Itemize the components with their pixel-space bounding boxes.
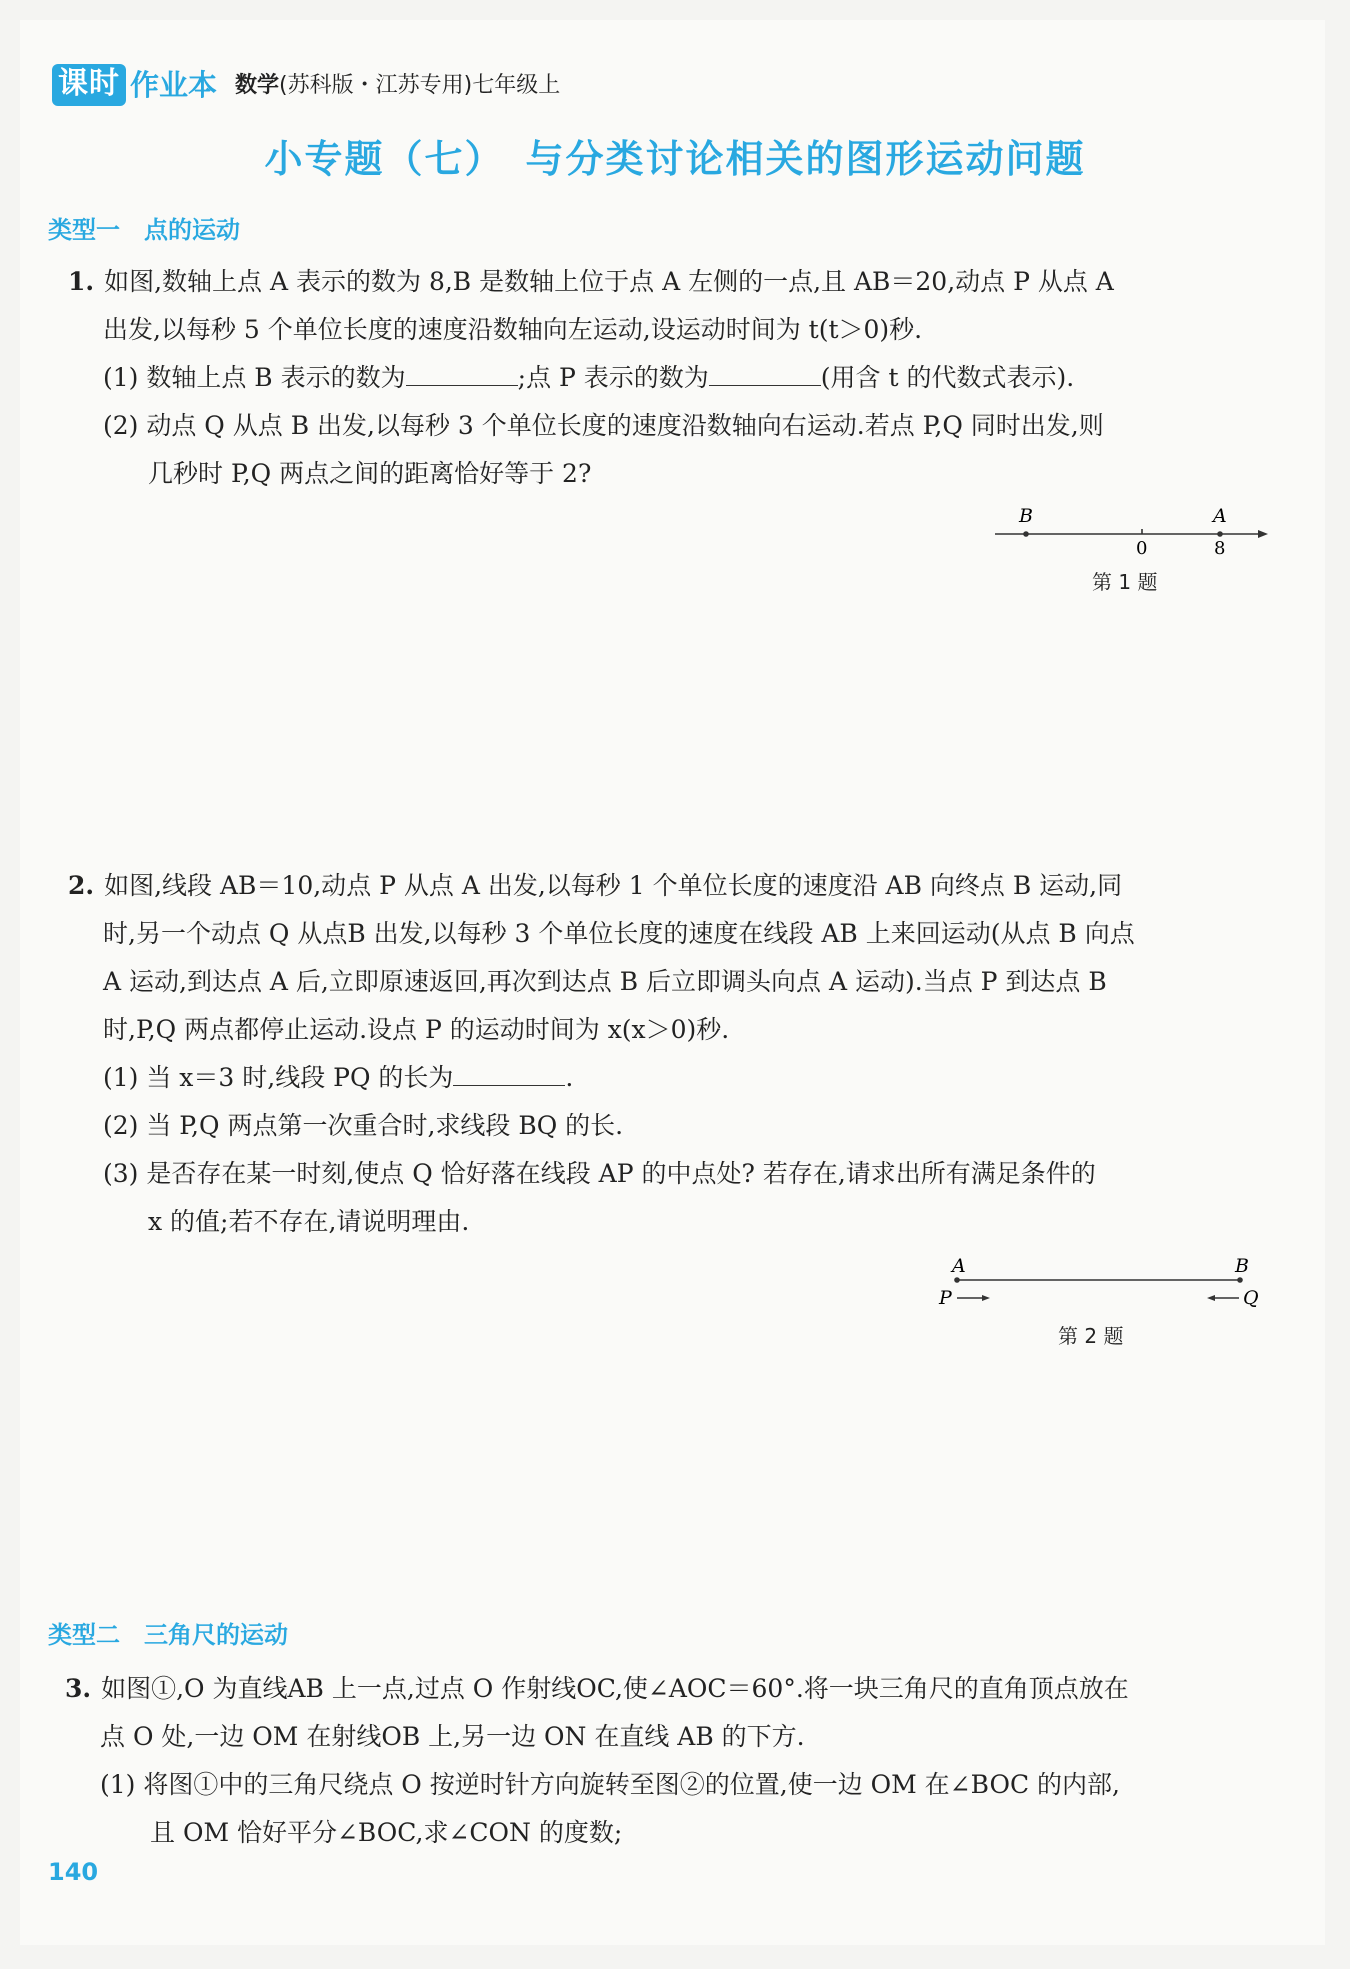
book-subject: 数学(苏科版・江苏专用)七年级上 <box>235 73 561 98</box>
q3-part1-line1: (1) 将图①中的三角尺绕点 O 按逆时针方向旋转至图②的位置,使一边 OM 在∠BOC 的内部, <box>100 1770 1120 1799</box>
q2-line1: 2. 如图,线段 AB＝10,动点 P 从点 A 出发,以每秒 1 个单位长度的速度沿 AB 向终点 B 运动,同 <box>68 871 1123 900</box>
figure-2-caption: 第 2 题 <box>1058 1324 1124 1348</box>
q1-part2-line1: (2) 动点 Q 从点 B 出发,以每秒 3 个单位长度的速度沿数轴向右运动.若点 P,Q 同时出发,则 <box>103 411 1104 440</box>
tick-label-8: 8 <box>1214 538 1226 559</box>
tick-label-0: 0 <box>1136 538 1148 559</box>
answer-blank <box>709 356 821 386</box>
answer-blank <box>453 1056 565 1086</box>
q1-line1: 1. 如图,数轴上点 A 表示的数为 8,B 是数轴上位于点 A 左侧的一点,且 AB＝20,动点 P 从点 A <box>68 267 1114 296</box>
segment-label-b: B <box>1235 1255 1249 1277</box>
segment-label-a: A <box>952 1255 966 1277</box>
q2-part3-line2: x 的值;若不存在,请说明理由. <box>148 1207 470 1236</box>
q3-line1: 3. 如图①,O 为直线AB 上一点,过点 O 作射线OC,使∠AOC＝60°.将一块三角尺的直角顶点放在 <box>65 1674 1129 1703</box>
point-label-a: A <box>1213 505 1227 527</box>
q1-part2-line2: 几秒时 P,Q 两点之间的距离恰好等于 2? <box>148 459 592 488</box>
header <box>52 52 560 106</box>
section-heading-1: 类型一 点的运动 <box>48 216 240 244</box>
q3-line2: 点 O 处,一边 OM 在射线OB 上,另一边 ON 在直线 AB 的下方. <box>100 1722 805 1751</box>
q1-part1: (1) 数轴上点 B 表示的数为 ;点 P 表示的数为 (用含 t 的代数式表示). <box>103 354 1074 402</box>
q2-part3-line1: (3) 是否存在某一时刻,使点 Q 恰好落在线段 AP 的中点处? 若存在,请求出所有满足条件的 <box>103 1159 1096 1188</box>
q3-part1-line2: 且 OM 恰好平分∠BOC,求∠CON 的度数; <box>150 1818 623 1847</box>
q2-line2: 时,另一个动点 Q 从点B 出发,以每秒 3 个单位长度的速度在线段 AB 上来回运动(从点 B 向点 <box>103 919 1135 948</box>
figure-1-caption: 第 1 题 <box>1092 570 1158 594</box>
q1-line2: 出发,以每秒 5 个单位长度的速度沿数轴向左运动,设运动时间为 t(t＞0)秒. <box>103 315 923 344</box>
q2-line3: A 运动,到达点 A 后,立即原速返回,再次到达点 B 后立即调头向点 A 运动).当点 P 到达点 B <box>103 967 1107 996</box>
logo-text: 作业本 <box>130 68 218 102</box>
q2-line4: 时,P,Q 两点都停止运动.设点 P 的运动时间为 x(x＞0)秒. <box>103 1015 730 1044</box>
section-heading-2: 类型二 三角尺的运动 <box>48 1621 288 1649</box>
figure-1-number-line <box>990 500 1270 560</box>
moving-point-q: Q <box>1243 1287 1259 1309</box>
point-label-b: B <box>1019 505 1033 527</box>
q2-part1: (1) 当 x＝3 时,线段 PQ 的长为 . <box>103 1054 573 1102</box>
logo-box: 课时 <box>52 64 126 106</box>
q2-part2: (2) 当 P,Q 两点第一次重合时,求线段 BQ 的长. <box>103 1111 624 1140</box>
figure-2-segment <box>935 1250 1270 1320</box>
answer-blank <box>406 356 518 386</box>
moving-point-p: P <box>939 1287 952 1309</box>
page-title: 小专题（七） 与分类讨论相关的图形运动问题 <box>264 137 1086 181</box>
page-number: 140 <box>48 1858 99 1886</box>
